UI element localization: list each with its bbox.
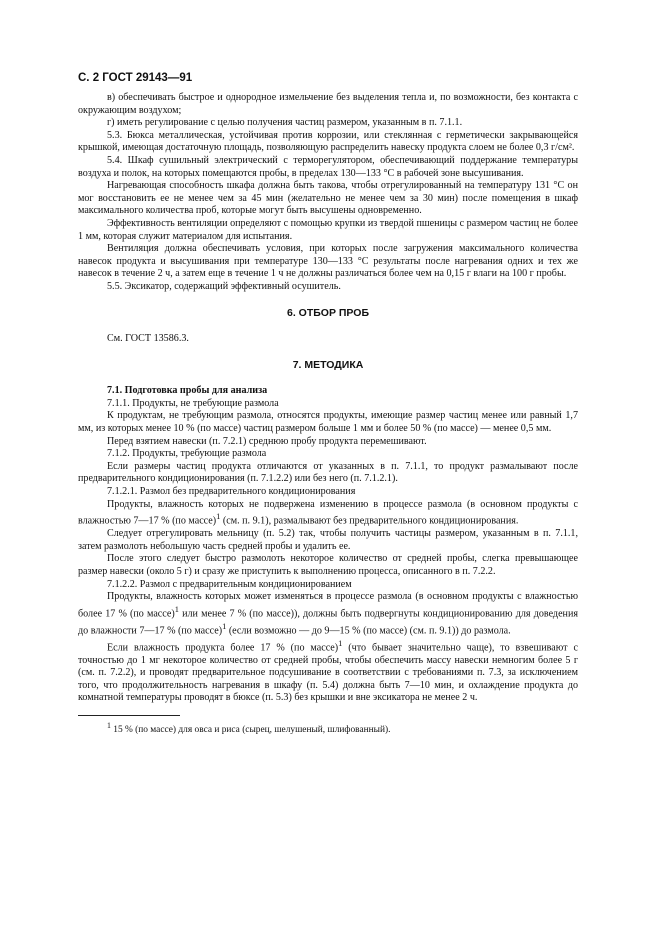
page-header: С. 2 ГОСТ 29143—91: [78, 72, 193, 84]
document-body: [78, 92, 578, 737]
text-run: (см. п. 9.1), размалывают без предварительного кондиционирования.: [220, 515, 519, 527]
text-run: (если возможно — до 9—15 % (по массе) (см. п. 9.1)) до размола.: [226, 625, 511, 637]
paragraph: После этого следует быстро размолоть некоторое количество от средней пробы, слегка превышающее размер навески (около 5 г) и сразу же приступить к выполнению процесса, описанного в п. 7.2.2.: [78, 553, 578, 577]
subsection-title: 7.1.1. Продукты, не требующие размола: [107, 397, 279, 409]
footnote-mark: 1: [107, 720, 111, 730]
subsection-title: 7.1.2. Продукты, требующие размола: [107, 448, 267, 460]
footnote-ref: 1: [174, 604, 179, 614]
footnote-ref: 1: [222, 621, 227, 631]
paragraph: [78, 591, 578, 638]
paragraph: 5.5. Эксикатор, содержащий эффективный осушитель.: [107, 280, 341, 292]
paragraph: [78, 638, 578, 705]
text-run: Продукты, влажность которых может изменяться в процессе размола (в основном продукты с влажностью более 17 % (по массе): [78, 591, 578, 620]
paragraph: К продуктам, не требующим размола, относятся продукты, имеющие размер частиц менее или равный 1,7 мм, из которых менее 10 % (по массе) частиц размером больше 1 мм и более 50 % (по массе) — менее 0,5 мм.: [78, 410, 578, 435]
paragraph: Следует отрегулировать мельницу (п. 5.2) так, чтобы получить частицы размером, указанным в п. 7.1.1, затем размолоть небольшую часть средней пробы и удалить ее.: [78, 528, 578, 552]
paragraph: Эффективность вентиляции определяют с помощью крупки из твердой пшеницы с размером частиц не более 1 мм, которая служит материалом для испытания.: [78, 217, 578, 242]
footnote-ref: 1: [216, 512, 221, 522]
paragraph: 5.3. Бюкса металлическая, устойчивая против коррозии, или стеклянная с герметически закрывающейся крышкой, имеющая достаточную площадь, позволяющую распределить навеску продукта слоем не более 0,3 г/см².: [78, 129, 578, 154]
paragraph: Если размеры частиц продукта отличаются от указанных в п. 7.1.1, то продукт размалывают после предварительного кондиционирования (п. 7.1.2.2) или без него (п. 7.1.2.1).: [78, 460, 578, 485]
paragraph: [78, 499, 578, 529]
text-run: Продукты, влажность которых не подвержена изменению в процессе размола (в основном продукты с влажностью 7—17 % (по массе): [78, 498, 578, 527]
footnote: [78, 720, 578, 737]
paragraph: Перед взятием навески (п. 7.2.1) среднюю пробу продукта перемешивают.: [107, 435, 427, 447]
footnote-divider: [78, 715, 180, 716]
paragraph: 5.4. Шкаф сушильный электрический с терморегулятором, обеспечивающий поддержание температуры воздуха и полок, на которых помещаются пробы, в пределах 130—133 °С в рабочей зоне высушивания.: [78, 154, 578, 179]
text-run: (что бывает значительно чаще), то взвешивают с точностью до 1 мг некоторое количество от средней пробы, чтобы обеспечить массу навески немногим более 5 г (см. п. 7.2.2), и проводят предварительное подсушивание в соответствии с требованиями п. 7.3, за исключением того, что продолжительность нагревания в шкафу (п. 5.4) должна быть 7—10 мин, и охлаждение продукта до комнатной температуры проводят в бюксе (п. 5.3) без крышки и вне эксикатора не менее 2 ч.: [78, 642, 578, 704]
text-run: или менее 7 % (по массе)), должны быть подвергнуты кондиционированию для доведения до влажности 7—17 % (по массе): [78, 608, 578, 637]
footnote-ref: 1: [338, 638, 343, 648]
paragraph: в) обеспечивать быстрое и однородное измельчение без выделения тепла и, по возможности, без контакта с окружающим воздухом;: [78, 92, 578, 116]
text-run: Если влажность продукта более 17 % (по массе): [107, 642, 339, 653]
footnote-text: 15 % (по массе) для овса и риса (сырец, шелушеный, шлифованный).: [110, 725, 391, 736]
subsection-title: 7.1. Подготовка пробы для анализа: [107, 385, 268, 397]
paragraph: См. ГОСТ 13586.3.: [107, 333, 189, 345]
paragraph: г) иметь регулирование с целью получения частиц размером, указанным в п. 7.1.1.: [107, 117, 463, 129]
subsection-title: 7.1.2.2. Размол с предварительным кондиционированием: [107, 578, 352, 590]
section-title: 6. ОТБОР ПРОБ: [286, 306, 370, 319]
section-title: 7. МЕТОДИКА: [292, 358, 364, 371]
subsection-title: 7.1.2.1. Размол без предварительного кондиционирования: [107, 486, 356, 498]
paragraph: Вентиляция должна обеспечивать условия, при которых после загружения максимального количества навесок продукта и высушивания при температуре 130—133 °С результаты после нагревания одних и тех же навесок в течение 2 ч, а затем еще в течение 1 ч не должны различаться более чем на 0,15 г влаги на 100 г пробы.: [78, 243, 578, 280]
paragraph: Нагревающая способность шкафа должна быть такова, чтобы отрегулированный на температуру 131 °С он мог восстановить ее не менее чем за 45 мин (желательно не менее чем за 30 мин) после помещения в шкаф максимального количества проб, которые могут быть высушены одновременно.: [78, 180, 578, 217]
